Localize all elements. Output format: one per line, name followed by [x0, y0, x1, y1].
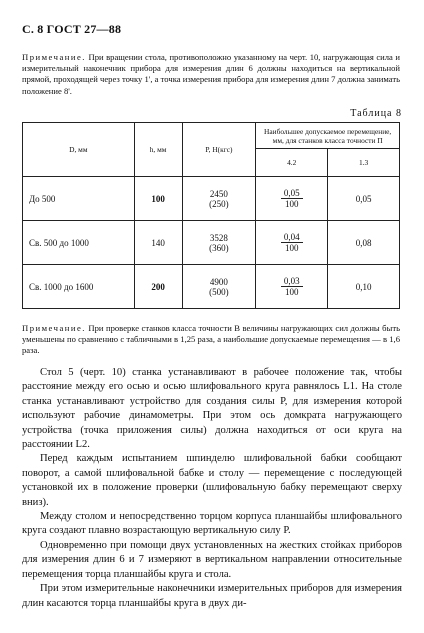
note-bottom	[22, 323, 400, 357]
cell-tol-frac: $\frac{0,03}{100}$	[256, 265, 328, 309]
col-header-tolerance: Наибольшее допускаемое перемещение, мм, для станков класса точности П	[256, 123, 400, 149]
subheader-1-3: 1.3	[328, 149, 400, 177]
cell-tol-value: 0,10	[328, 265, 400, 309]
cell-tol-frac: $\frac{0,04}{100}$	[256, 221, 328, 265]
cell-d: До 500	[23, 177, 135, 221]
cell-p: 3528 (360)	[182, 221, 256, 265]
body-text	[22, 366, 402, 611]
cell-p: 2450 (250)	[182, 177, 256, 221]
cell-h: 100	[134, 177, 182, 221]
table-row	[23, 265, 400, 309]
page-header: С. 8 ГОСТ 27—88	[22, 22, 122, 36]
table-caption: Таблица 8	[350, 108, 402, 119]
note-top-text: При вращении стола, противоположно указанному на черт. 10, нагружающая сила и измерительный наконечник прибора для измерения длин 6 должны находиться на вертикальной прямой, проходящей через точку 1', а точка измерения прибора для измерения длин 7 должна занимать положение 8'.	[22, 52, 400, 96]
cell-tol-value: 0,05	[328, 177, 400, 221]
subheader-4-2: 4.2	[256, 149, 328, 177]
note-bottom-label: Примечание.	[22, 323, 86, 333]
cell-tol-frac: $\frac{0,05}{100}$	[256, 177, 328, 221]
table-row	[23, 177, 400, 221]
table-row	[23, 221, 400, 265]
col-header-d: D, мм	[23, 123, 135, 177]
table-8	[22, 122, 400, 309]
cell-tol-value: 0,08	[328, 221, 400, 265]
cell-h: 140	[134, 221, 182, 265]
paragraph: Одновременно при помощи двух установленных на жестких стойках приборов для измерения длин 6 и 7 измеряют в вертикальном направлении относительные перемещения торца планшайбы круга и стола.	[22, 539, 402, 580]
cell-d: Св. 1000 до 1600	[23, 265, 135, 309]
col-header-h: h, мм	[134, 123, 182, 177]
paragraph: Между столом и непосредственно торцом корпуса планшайбы шлифовального круга создают плавно возрастающую вертикальную силу P.	[22, 511, 402, 537]
note-top	[22, 52, 400, 97]
cell-d: Св. 500 до 1000	[23, 221, 135, 265]
paragraph: Перед каждым испытанием шпинделю шлифовальной бабки сообщают поворот, а самой шлифовальной бабке и столу — перемещение с последующей установкой их в положение проверки (шлифовальную бабку перемещают сверху вниз).	[22, 453, 402, 508]
note-bottom-text: При проверке станков класса точности В величины нагружающих сил должны быть уменьшены по сравнению с табличными в 1,25 раза, а наибольшие допускаемые перемещения — в 1,6 раза.	[22, 323, 400, 356]
paragraph: При этом измерительные наконечники измерительных приборов для измерения длин касаются торца планшайбы круга в двух ди-	[22, 583, 402, 609]
cell-h: 200	[134, 265, 182, 309]
col-header-p: P, Н(кгс)	[182, 123, 256, 177]
cell-p: 4900 (500)	[182, 265, 256, 309]
paragraph: Стол 5 (черт. 10) станка устанавливают в рабочее положение так, чтобы расстояние между его осью и осью шлифовального круга равнялось L1. На столе станка устанавливают устройство для создания силы P, для измерения которой используют рабочие динамометры. При этом ось домкрата нагружающего устройства (точка приложения силы) должна находиться от оси круга на расстоянии L2.	[22, 367, 402, 451]
note-top-label: Примечание.	[22, 52, 86, 62]
